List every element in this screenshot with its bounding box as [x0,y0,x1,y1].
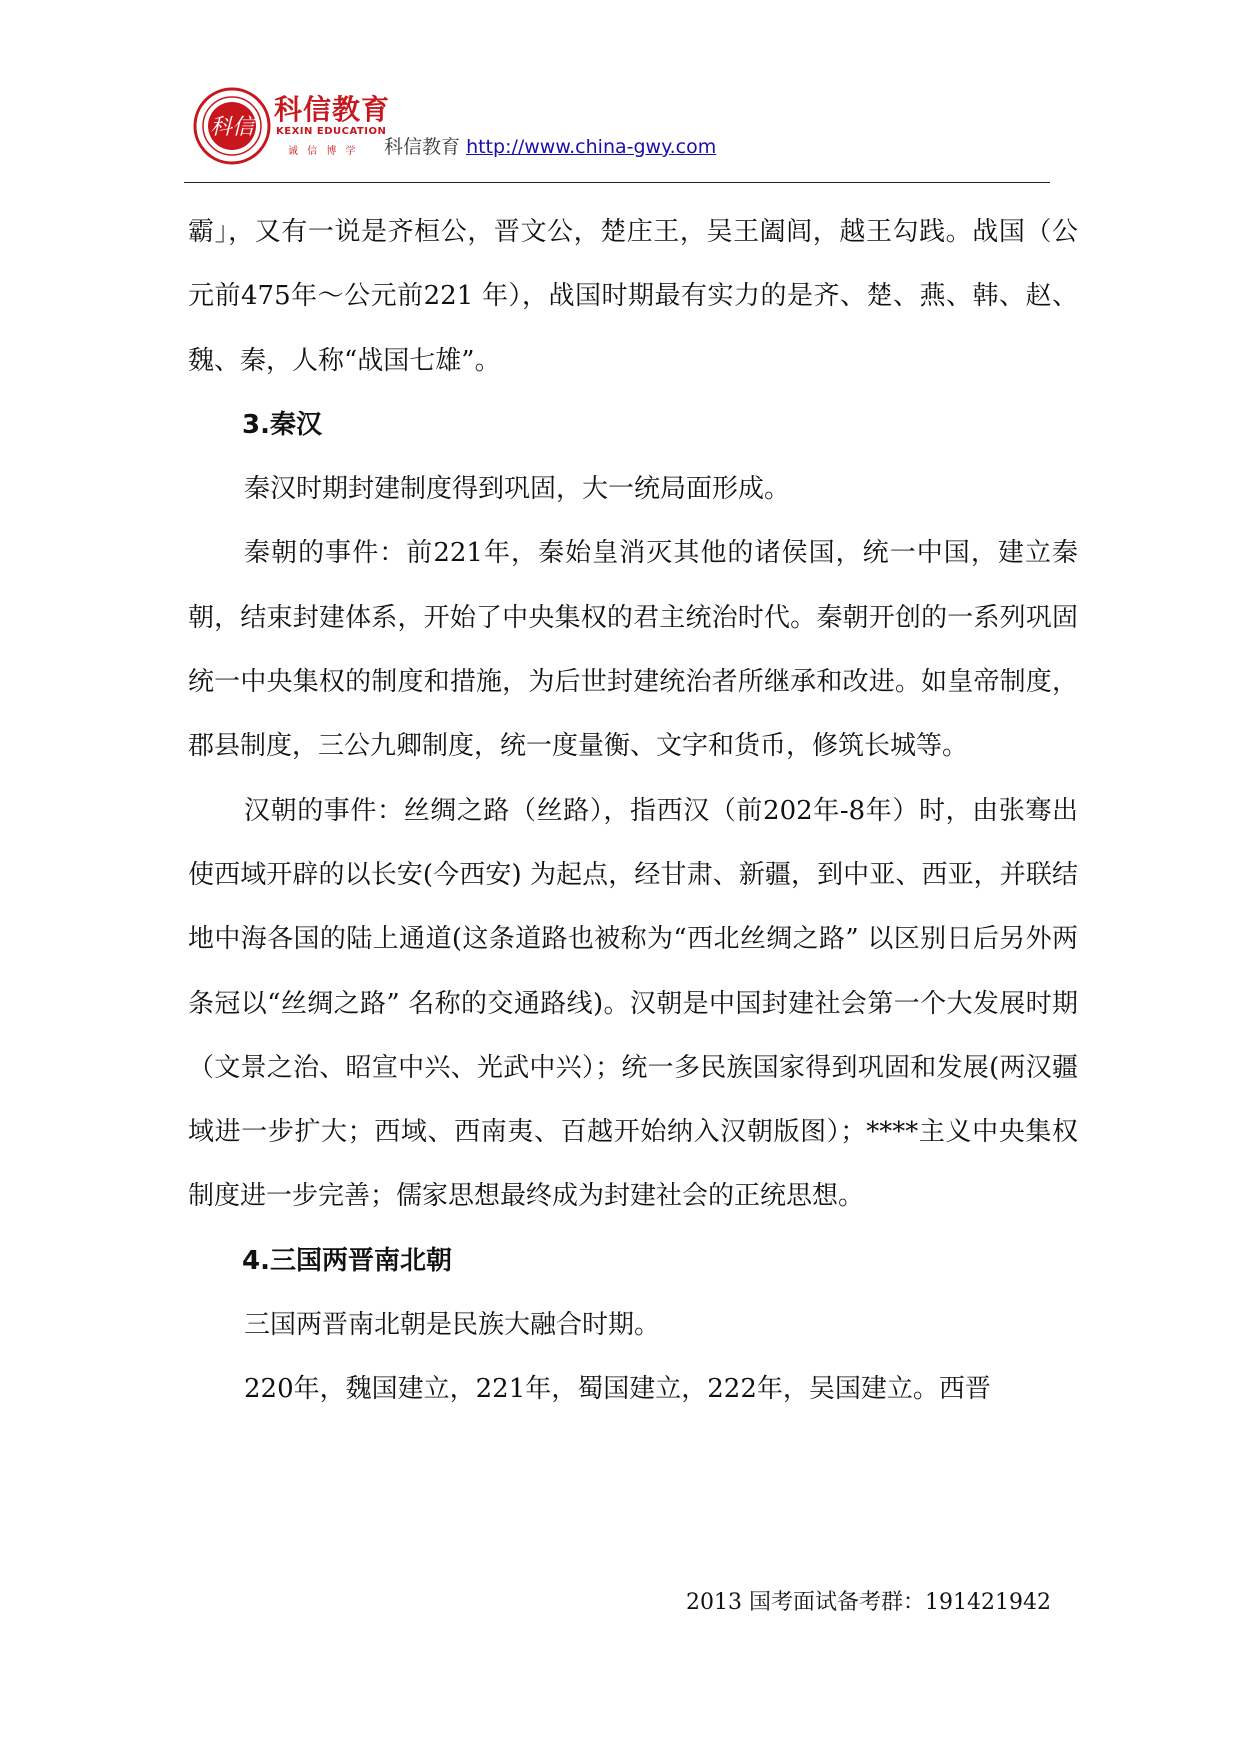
paragraph-qin-han-intro: 秦汉时期封建制度得到巩固，大一统局面形成。 [244,474,791,505]
site-label: 科信教育 [384,136,461,158]
page-header [192,80,1062,190]
paragraph-three-kingdoms-intro: 三国两晋南北朝是民族大融合时期。 [244,1310,661,1341]
brand-english-name: KEXIN EDUCATION [276,126,387,137]
header-divider [184,182,1050,183]
page-footer: 2013 国考面试备考群：191421942 [686,1590,1051,1615]
section-heading-three-kingdoms: 4.三国两晋南北朝 [242,1245,452,1276]
section-heading-qin-han: 3.秦汉 [242,409,322,440]
brand-name: 科信教育 [274,93,391,126]
svg-text:科信: 科信 [209,115,255,140]
site-url-link[interactable]: http://www.china-gwy.com [466,136,717,158]
site-line [384,132,716,159]
kexin-logo-seal-icon [192,86,272,166]
document-body [188,200,1078,1422]
paragraph-han-dynasty: 汉朝的事件：丝绸之路（丝路），指西汉（前202年-8年）时，由张骞出使西域开辟的以长安(今西安) 为起点，经甘肃、新疆，到中亚、西亚，并联结地中海各国的陆上通道(这条道路也被称为“西北丝绸之路” 以区别日后另外两条冠以“丝绸之路” 名称的交通路线)。汉朝是中国封建社会第一个大发展时期（文景之治、昭宣中兴、光武中兴）；统一多民族国家得到巩固和发展(两汉疆域进一步扩大；西域、西南夷、百越开始纳入汉朝版图）；****主义中央集权制度进一步完善；儒家思想最终成为封建社会的正统思想。 [188,795,1078,1212]
brand-slogan: 诚 信 博 学 [288,146,359,157]
paragraph-three-kingdoms-founding: 220年，魏国建立，221年，蜀国建立，222年，吴国建立。西晋 [244,1374,991,1405]
paragraph-warring-states: 霸」，又有一说是齐桓公，晋文公，楚庄王，吴王阖闾，越王勾践。战国（公元前475年～公元前221 年），战国时期最有实力的是齐、楚、燕、韩、赵、魏、秦，人称“战国七雄”。 [188,217,1078,376]
paragraph-qin-dynasty: 秦朝的事件：前221年，秦始皇消灭其他的诸侯国，统一中国，建立秦朝，结束封建体系，开始了中央集权的君主统治时代。秦朝开创的一系列巩固统一中央集权的制度和措施，为后世封建统治者所继承和改进。如皇帝制度，郡县制度，三公九卿制度，统一度量衡、文字和货币，修筑长城等。 [188,538,1078,762]
